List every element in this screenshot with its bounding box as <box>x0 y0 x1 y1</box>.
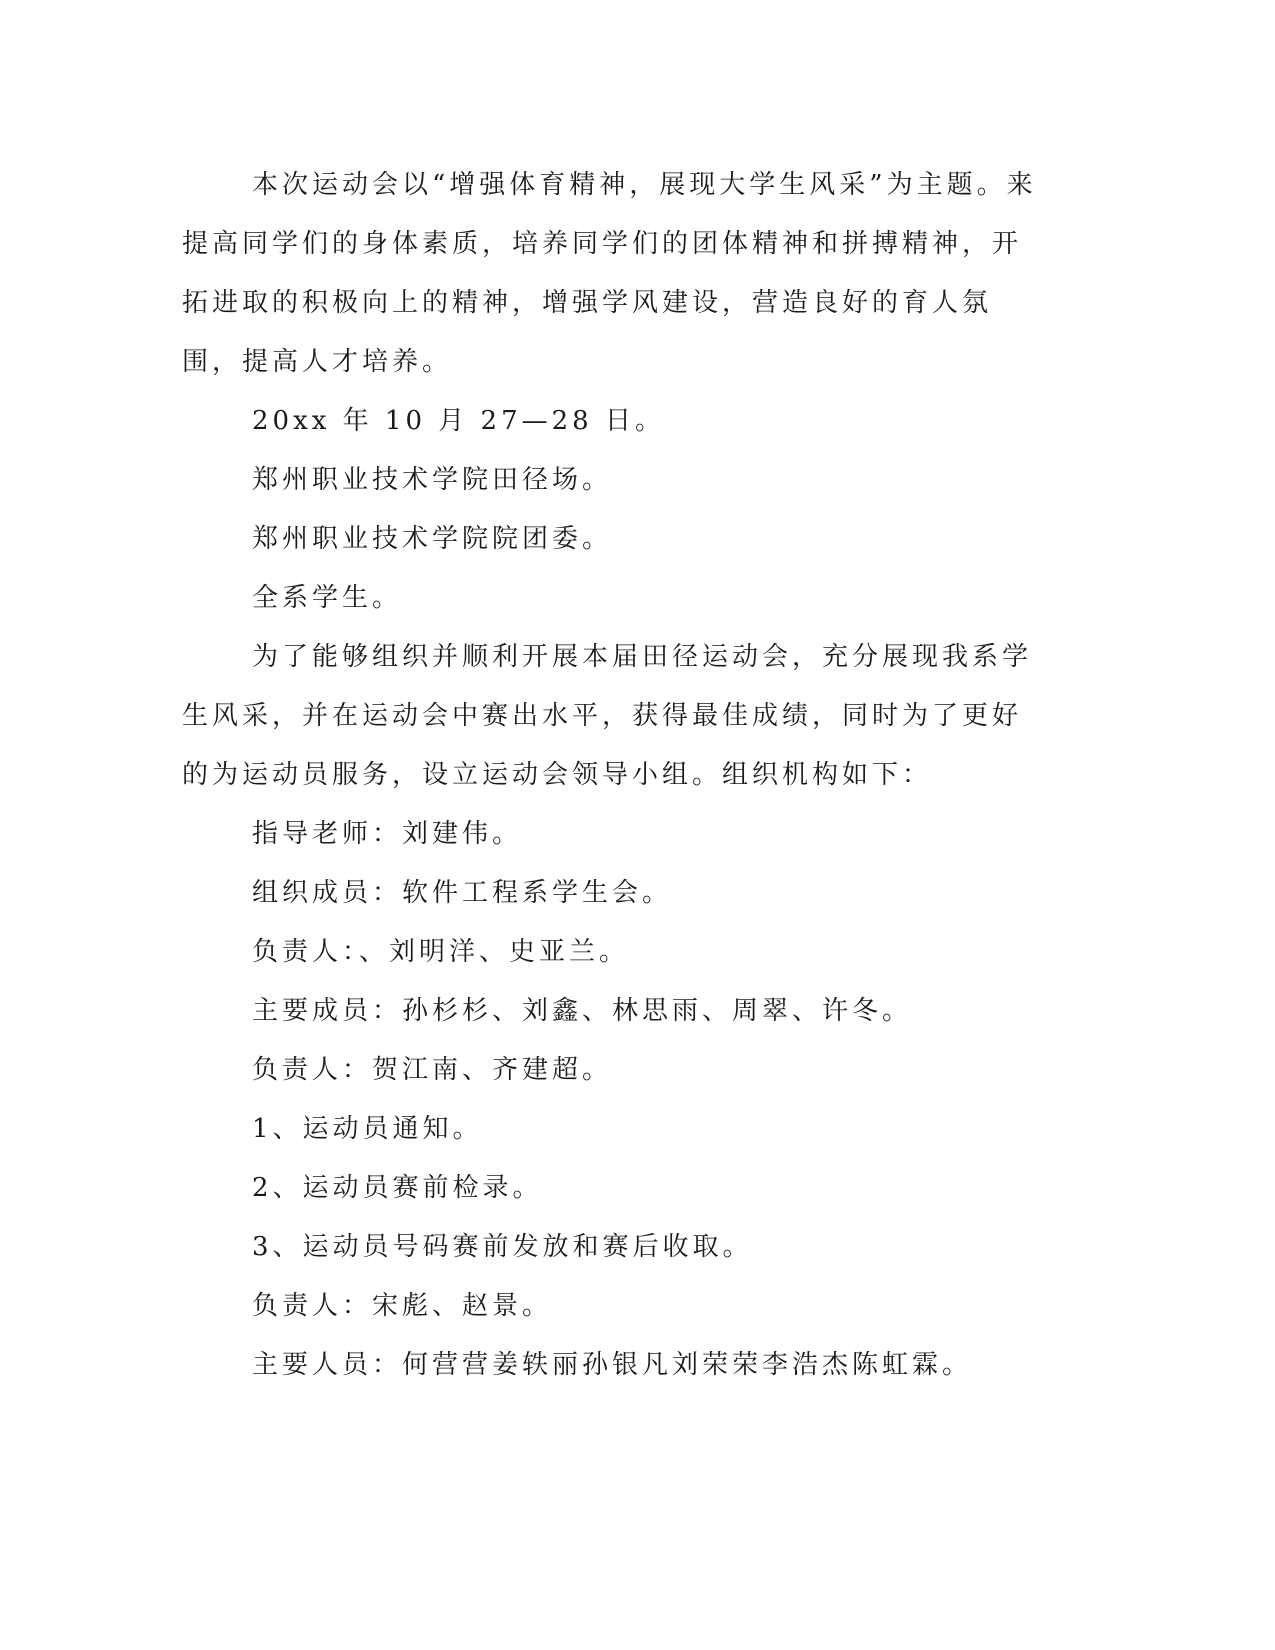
paragraph-leaders-1: 负责人：、刘明洋、史亚兰。 <box>252 937 630 967</box>
paragraph-participants: 全系学生。 <box>252 583 403 613</box>
paragraph-organization: 为了能够组织并顺利开展本届田径运动会，充分展现我系学生风采，并在运动会中赛出水平，获得最佳成绩，同时为了更好的为运动员服务，设立运动会领导小组。组织机构如下： <box>182 642 1033 790</box>
paragraph-leaders-3: 负责人：宋彪、赵景。 <box>252 1291 553 1321</box>
paragraph-task-3: 3、运动员号码赛前发放和赛后收取。 <box>252 1232 753 1262</box>
paragraph-main-members: 主要成员：孙杉杉、刘鑫、林思雨、周翠、许冬。 <box>252 996 913 1026</box>
paragraph-venue: 郑州职业技术学院田径场。 <box>252 465 613 495</box>
paragraph-task-2: 2、运动员赛前检录。 <box>252 1173 543 1203</box>
paragraph-advisor: 指导老师：刘建伟。 <box>252 819 523 849</box>
paragraph-date: 20xx 年 10 月 27—28 日。 <box>252 406 665 436</box>
paragraph-theme: 本次运动会以“增强体育精神，展现大学生风采”为主题。来提高同学们的身体素质，培养同学们的团体精神和拼搏精神，开拓进取的积极向上的精神，增强学风建设，营造良好的育人氛围，提高人才培养。 <box>182 170 1037 377</box>
paragraph-main-staff: 主要人员：何营营姜轶丽孙银凡刘荣荣李浩杰陈虹霖。 <box>252 1350 973 1380</box>
paragraph-organizer: 郑州职业技术学院院团委。 <box>252 524 613 554</box>
document-body <box>182 156 1042 1395</box>
paragraph-task-1: 1、运动员通知。 <box>252 1114 483 1144</box>
paragraph-leaders-2: 负责人：贺江南、齐建超。 <box>252 1055 613 1085</box>
paragraph-org-members: 组织成员：软件工程系学生会。 <box>252 878 673 908</box>
